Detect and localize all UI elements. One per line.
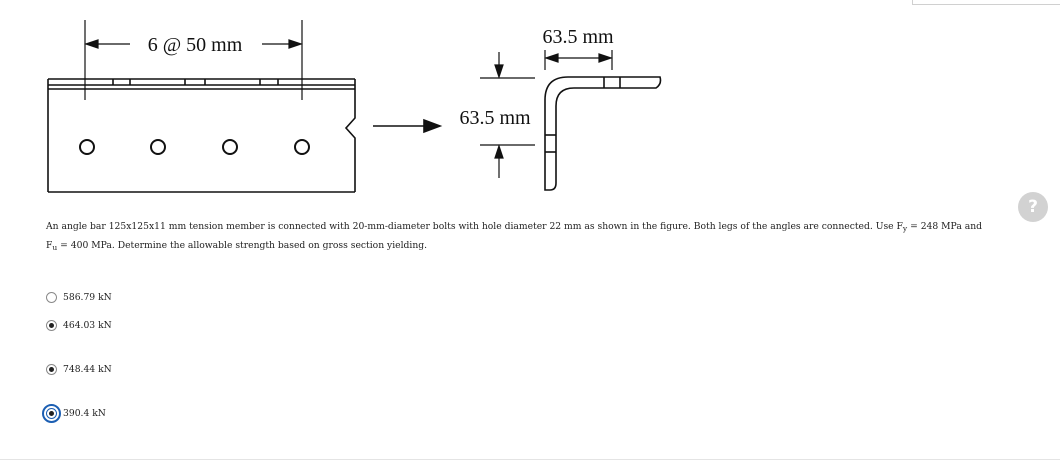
option-748-44[interactable]: [46, 364, 112, 375]
bolt-hole: [151, 140, 165, 154]
question-part1: An angle bar 125x125x11 mm tension member is connected with 20-mm-diameter bolts with hole diameter 22 mm as shown in the figure. Both legs of the angles are connected. Use F: [46, 221, 903, 232]
option-label: 390.4 kN: [63, 408, 106, 419]
bolt-hole: [80, 140, 94, 154]
question-part2: = 248 MPa and: [907, 221, 983, 232]
radio-button[interactable]: [46, 292, 57, 303]
plate-elevation: [48, 79, 355, 192]
spacing-dimension: [85, 20, 302, 100]
bolt-hole: [223, 140, 237, 154]
option-586-79[interactable]: [46, 292, 112, 303]
option-label: 748.44 kN: [63, 364, 112, 375]
fu-symbol: F: [46, 240, 53, 251]
width-label: 63.5 mm: [542, 26, 614, 48]
option-390-4[interactable]: [46, 408, 106, 419]
question-text: [46, 218, 1041, 256]
width-dimension: [545, 50, 612, 70]
bolt-hole: [295, 140, 309, 154]
radio-button[interactable]: [46, 408, 57, 419]
option-464-03[interactable]: [46, 320, 112, 331]
radio-button[interactable]: [46, 320, 57, 331]
divider: [0, 459, 1060, 460]
fy-subscript: y: [902, 224, 908, 233]
angle-section: [545, 77, 661, 190]
angle-bar-figure: [0, 0, 1060, 200]
question-part3: = 400 MPa. Determine the allowable strength based on gross section yielding.: [57, 240, 428, 251]
spacing-label: 6 @ 50 mm: [147, 34, 243, 56]
help-glyph: ?: [1028, 197, 1038, 217]
option-label: 464.03 kN: [63, 320, 112, 331]
option-label: 586.79 kN: [63, 292, 112, 303]
bolt-holes: [80, 140, 309, 154]
height-label: 63.5 mm: [459, 107, 531, 129]
section-arrow: [373, 120, 440, 132]
fu-subscript: u: [52, 243, 58, 252]
radio-button[interactable]: [46, 364, 57, 375]
